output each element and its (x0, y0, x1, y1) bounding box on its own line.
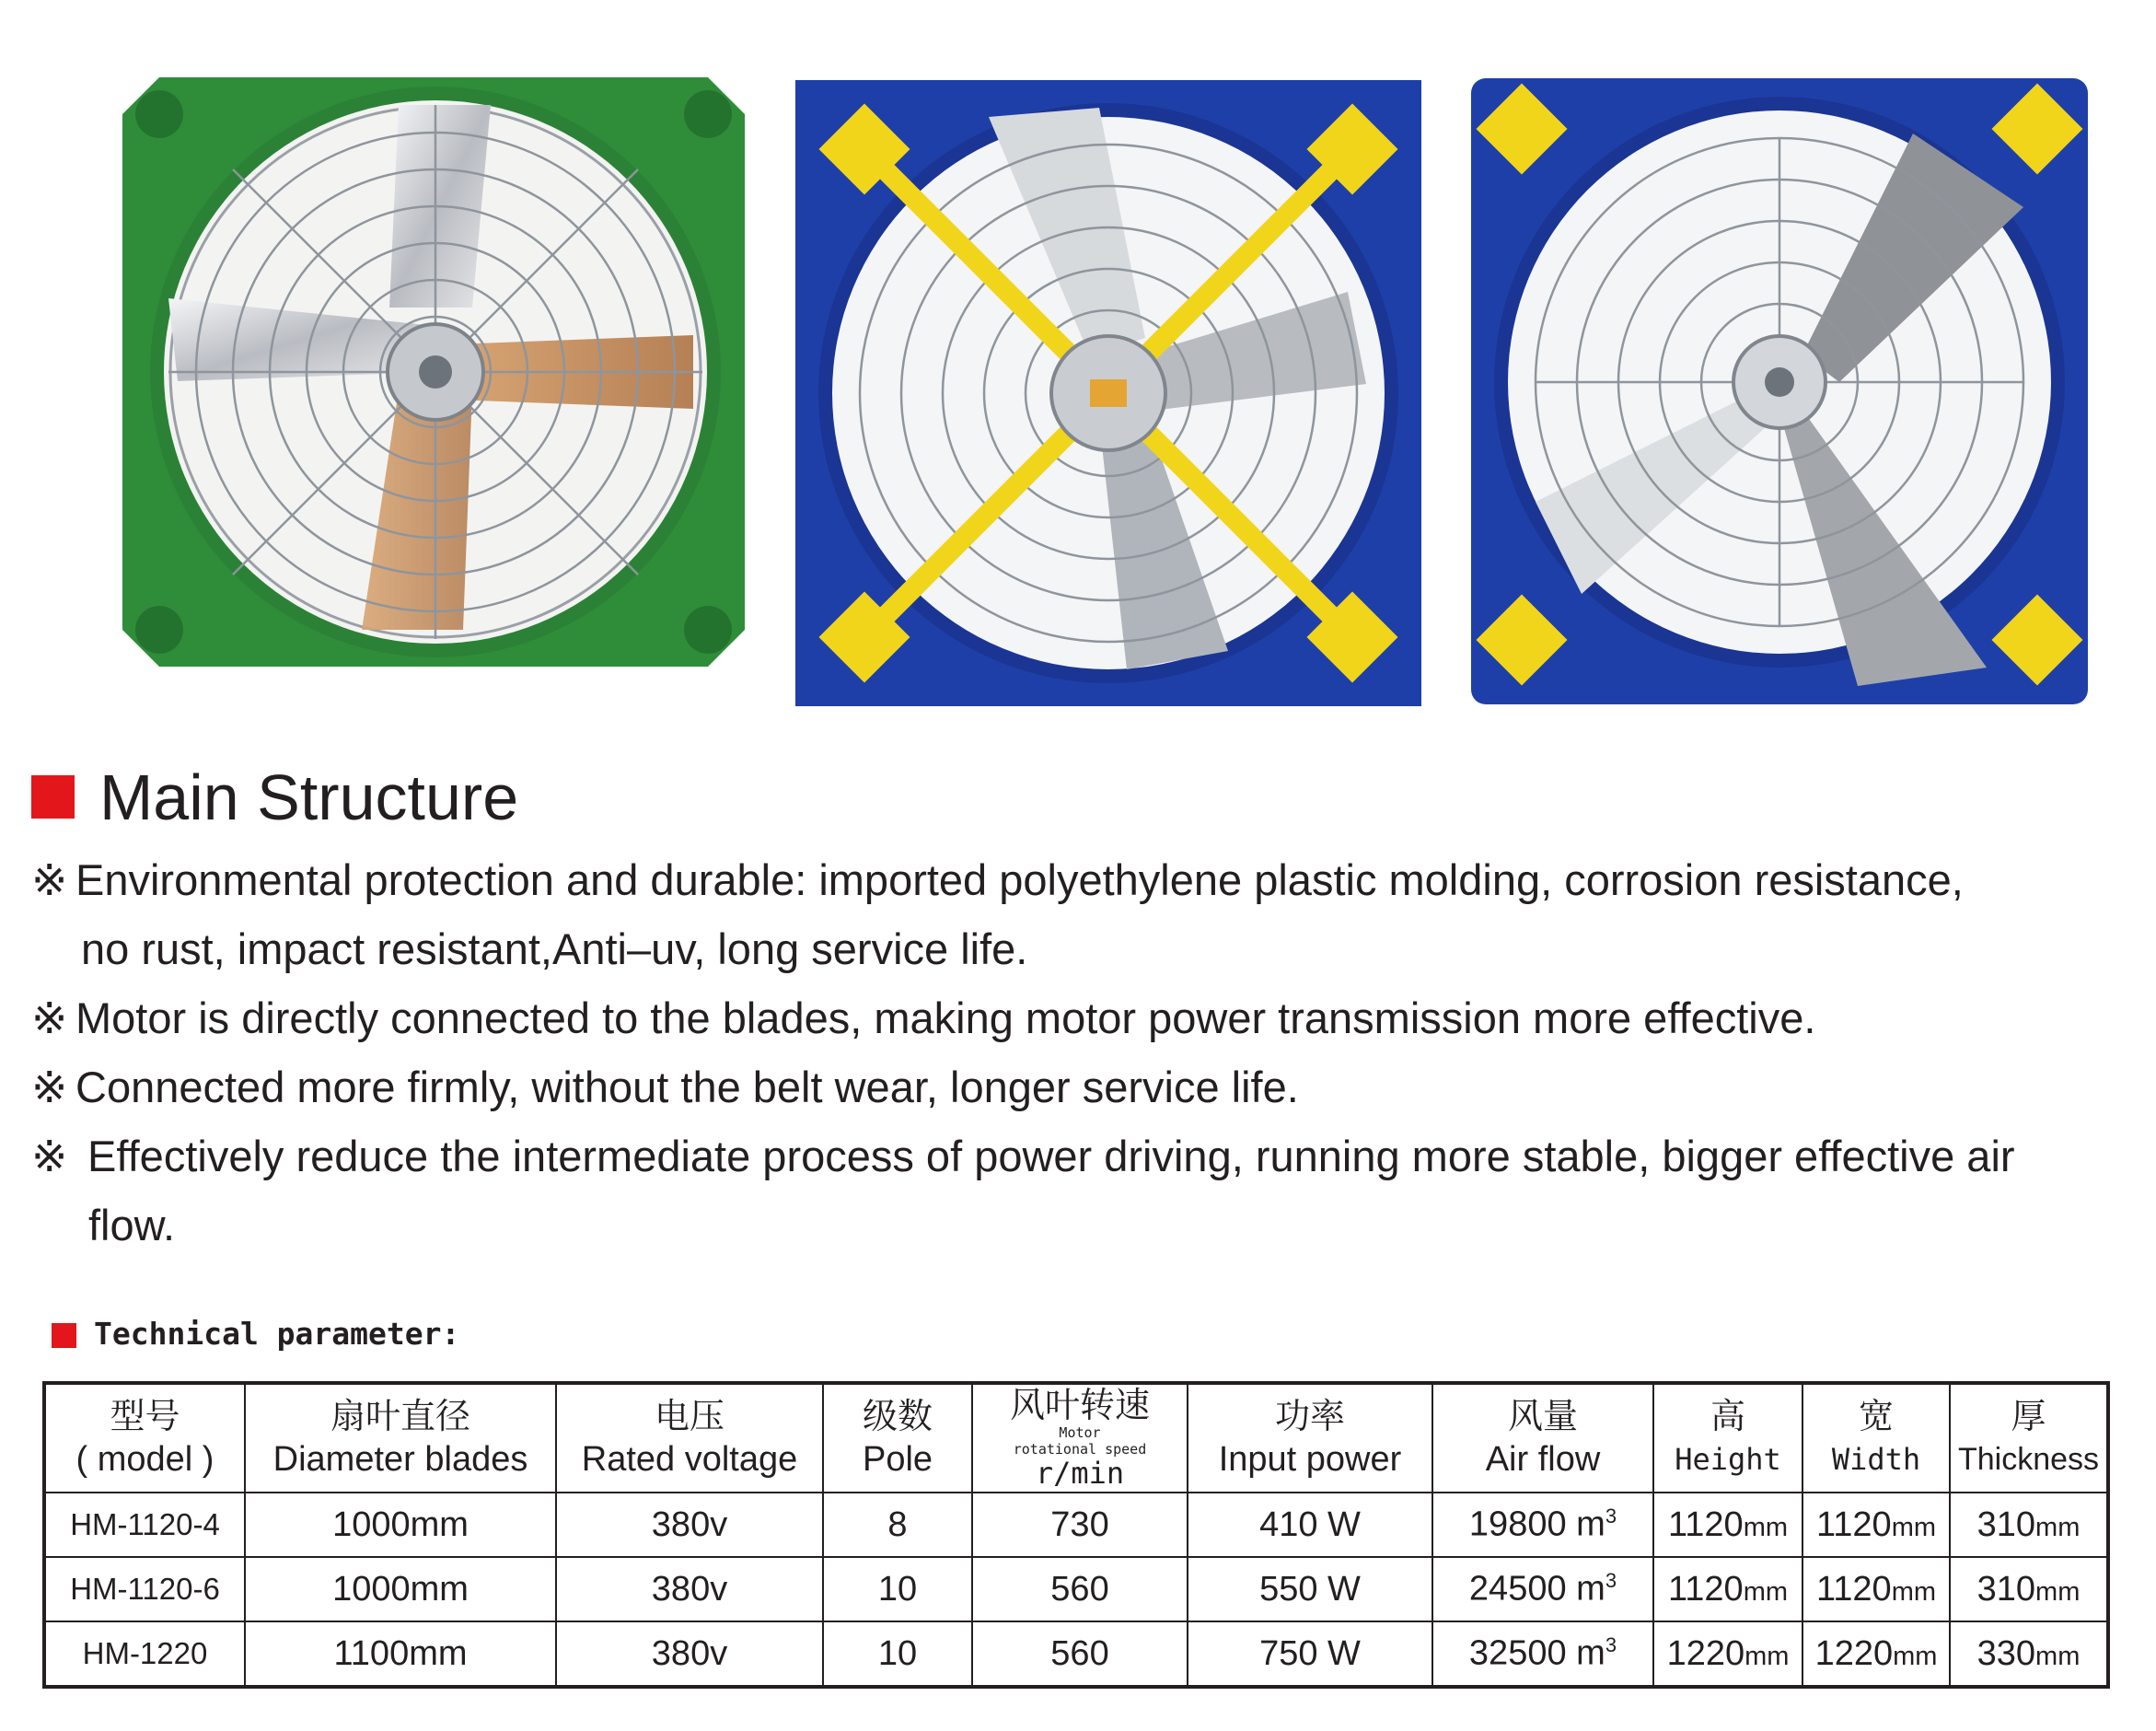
blue-fan-with-yellow-braces-photo (795, 80, 1421, 706)
cell-power: 550 W (1188, 1557, 1432, 1621)
blue-fan-illustration (795, 80, 1421, 706)
header-height: 高 Height (1653, 1383, 1802, 1493)
technical-parameter-heading: Technical parameter: (94, 1316, 460, 1352)
reference-mark: ※ (31, 1063, 68, 1111)
tech-marker-square (52, 1323, 76, 1348)
header-airflow: 风量 Air flow (1432, 1383, 1653, 1493)
bullet-4-line-1: Effectively reduce the intermediate process of power driving, running more stable, bigger effective air (75, 1132, 2015, 1180)
bullet-2 (31, 983, 1815, 1052)
cell-pole: 8 (823, 1493, 972, 1557)
bullet-1 (31, 845, 1964, 914)
reference-mark: ※ (31, 1132, 68, 1180)
cell-thickness: 310mm (1950, 1557, 2108, 1621)
header-thickness: 厚 Thickness (1950, 1383, 2108, 1493)
cell-voltage: 380v (556, 1493, 823, 1557)
header-diameter: 扇叶直径 Diameter blades (245, 1383, 556, 1493)
header-pole: 级数 Pole (823, 1383, 972, 1493)
cell-model: HM-1120-6 (44, 1557, 245, 1621)
cell-speed: 560 (972, 1621, 1188, 1687)
blue-fan-2-illustration (1471, 78, 2088, 704)
cell-thickness: 330mm (1950, 1621, 2108, 1687)
bullet-4 (31, 1121, 2015, 1191)
cell-pole: 10 (823, 1621, 972, 1687)
header-voltage: 电压 Rated voltage (556, 1383, 823, 1493)
cell-diameter: 1000mm (245, 1557, 556, 1621)
table-header-row (44, 1383, 2108, 1493)
table-row (44, 1493, 2108, 1557)
header-width: 宽 Width (1802, 1383, 1950, 1493)
bullet-3-line-1: Connected more firmly, without the belt wear, longer service life. (75, 1063, 1299, 1111)
cell-voltage: 380v (556, 1557, 823, 1621)
bullet-4-line-2: flow. (88, 1201, 176, 1249)
table-row (44, 1621, 2108, 1687)
cell-height: 1120mm (1653, 1493, 1802, 1557)
reference-mark: ※ (31, 993, 68, 1042)
bullet-1-line-1: Environmental protection and durable: imported polyethylene plastic molding, corrosion resistance, (75, 855, 1964, 904)
main-structure-heading: Main Structure (99, 761, 519, 833)
cell-model: HM-1120-4 (44, 1493, 245, 1557)
blue-fan-photo (1471, 78, 2088, 704)
cell-height: 1220mm (1653, 1621, 1802, 1687)
header-power: 功率 Input power (1188, 1383, 1432, 1493)
cell-airflow: 19800 $m^3$ (1432, 1493, 1653, 1557)
bullet-1-line-2: no rust, impact resistant,Anti–uv, long service life. (81, 924, 1028, 973)
green-fan-photo (122, 77, 745, 667)
cell-power: 410 W (1188, 1493, 1432, 1557)
cell-thickness: 310mm (1950, 1493, 2108, 1557)
cell-speed: 730 (972, 1493, 1188, 1557)
cell-speed: 560 (972, 1557, 1188, 1621)
cell-voltage: 380v (556, 1621, 823, 1687)
header-model: 型号 ( model ) (44, 1383, 245, 1493)
cell-pole: 10 (823, 1557, 972, 1621)
reference-mark: ※ (31, 855, 68, 904)
cell-width: 1120mm (1802, 1493, 1950, 1557)
cell-height: 1120mm (1653, 1557, 1802, 1621)
section-marker-square (31, 775, 75, 819)
header-speed: 风叶转速 Motor rotational speed r/min (972, 1383, 1188, 1493)
bullet-3 (31, 1052, 1299, 1121)
bullet-2-line-1: Motor is directly connected to the blades, making motor power transmission more effective. (75, 993, 1816, 1042)
cell-airflow: 32500 $m^3$ (1432, 1621, 1653, 1687)
green-fan-illustration (122, 77, 745, 667)
cell-diameter: 1000mm (245, 1493, 556, 1557)
cell-width: 1220mm (1802, 1621, 1950, 1687)
cell-width: 1120mm (1802, 1557, 1950, 1621)
cell-airflow: 24500 $m^3$ (1432, 1557, 1653, 1621)
cell-model: HM-1220 (44, 1621, 245, 1687)
cell-power: 750 W (1188, 1621, 1432, 1687)
technical-parameter-table (42, 1381, 2110, 1689)
cell-diameter: 1100mm (245, 1621, 556, 1687)
table-row (44, 1557, 2108, 1621)
